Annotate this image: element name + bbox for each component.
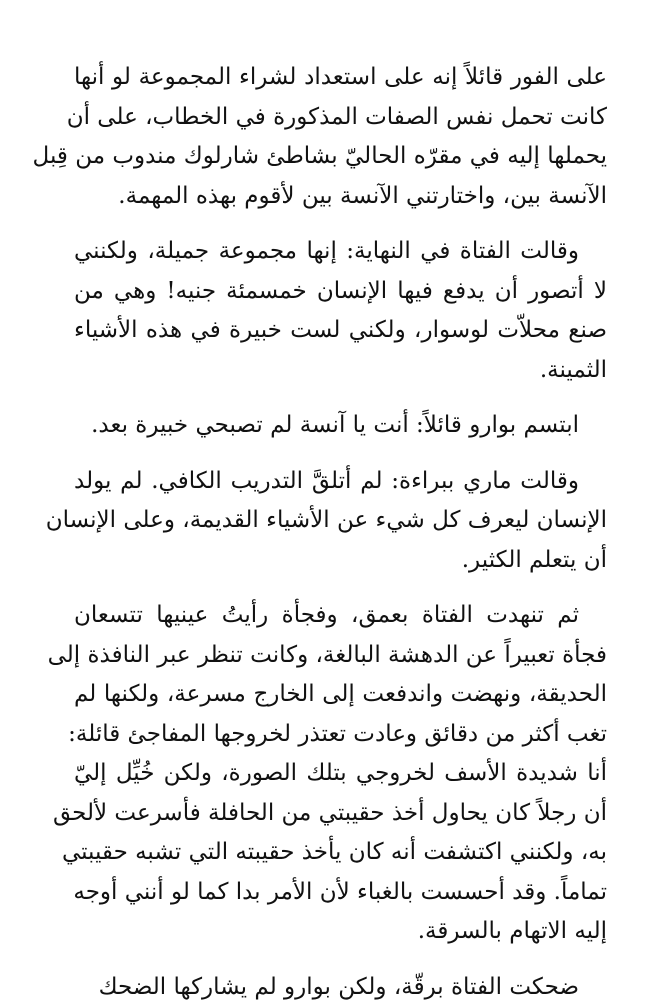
text-line: يحملها إليه في مقرّه الحاليّ بشاطئ شارلوك مندوب من قِبل — [74, 137, 607, 177]
text-line: به، ولكنني اكتشفت أنه كان يأخذ حقيبته التي تشبه حقيبتي — [74, 833, 607, 873]
text-line: ابتسم بوارو قائلاً: أنت يا آنسة لم تصبحي خبيرة بعد. — [74, 406, 607, 446]
text-line: الحديقة، ونهضت واندفعت إلى الخارج مسرعة، ولكنها لم — [74, 675, 607, 715]
text-line: لا أتصور أن يدفع فيها الإنسان خمسمئة جنيه! وهي من — [74, 272, 607, 312]
paragraph-3 — [74, 406, 607, 446]
text-line: أنا شديدة الأسف لخروجي بتلك الصورة، ولكن خُيِّل إليّ — [74, 754, 607, 794]
text-line: الثمينة. — [74, 351, 607, 391]
paragraph-4 — [74, 462, 607, 581]
text-line: الإنسان ليعرف كل شيء عن الأشياء القديمة، وعلى الإنسان — [74, 501, 607, 541]
text-line: أن يتعلم الكثير. — [74, 541, 607, 581]
text-line: تغب أكثر من دقائق وعادت تعتذر لخروجها المفاجئ قائلة: — [74, 715, 607, 755]
paragraph-5 — [74, 596, 607, 952]
text-line: وقالت ماري ببراءة: لم أتلقَّ التدريب الكافي. لم يولد — [74, 462, 607, 502]
text-line: فجأة تعبيراً عن الدهشة البالغة، وكانت تنظر عبر النافذة إلى — [74, 636, 607, 676]
text-line: كانت تحمل نفس الصفات المذكورة في الخطاب، على أن — [74, 98, 607, 138]
text-line: ثم تنهدت الفتاة بعمق، وفجأة رأيتُ عينيها تتسعان — [74, 596, 607, 636]
paragraph-1 — [74, 58, 607, 216]
text-line: أن رجلاً كان يحاول أخذ حقيبتي من الحافلة فأسرعت لألحق — [74, 794, 607, 834]
text-line: تماماً. وقد أحسست بالغباء لأن الأمر بدا كما لو أنني أوجه — [74, 873, 607, 913]
text-line: وقالت الفتاة في النهاية: إنها مجموعة جميلة، ولكنني — [74, 232, 607, 272]
paragraph-2 — [74, 232, 607, 390]
text-line: صنع محلاّت لوسوار، ولكني لست خبيرة في هذه الأشياء — [74, 311, 607, 351]
text-line: الآنسة بين، واختارتني الآنسة بين لأقوم بهذه المهمة. — [74, 177, 607, 217]
text-line: على الفور قائلاً إنه على استعداد لشراء المجموعة لو أنها — [74, 58, 607, 98]
paragraph-6 — [74, 968, 607, 1007]
text-line: ضحكت الفتاة برقّة، ولكن بوارو لم يشاركها الضحك — [74, 968, 607, 1007]
text-line: إليه الاتهام بالسرقة. — [74, 912, 607, 952]
